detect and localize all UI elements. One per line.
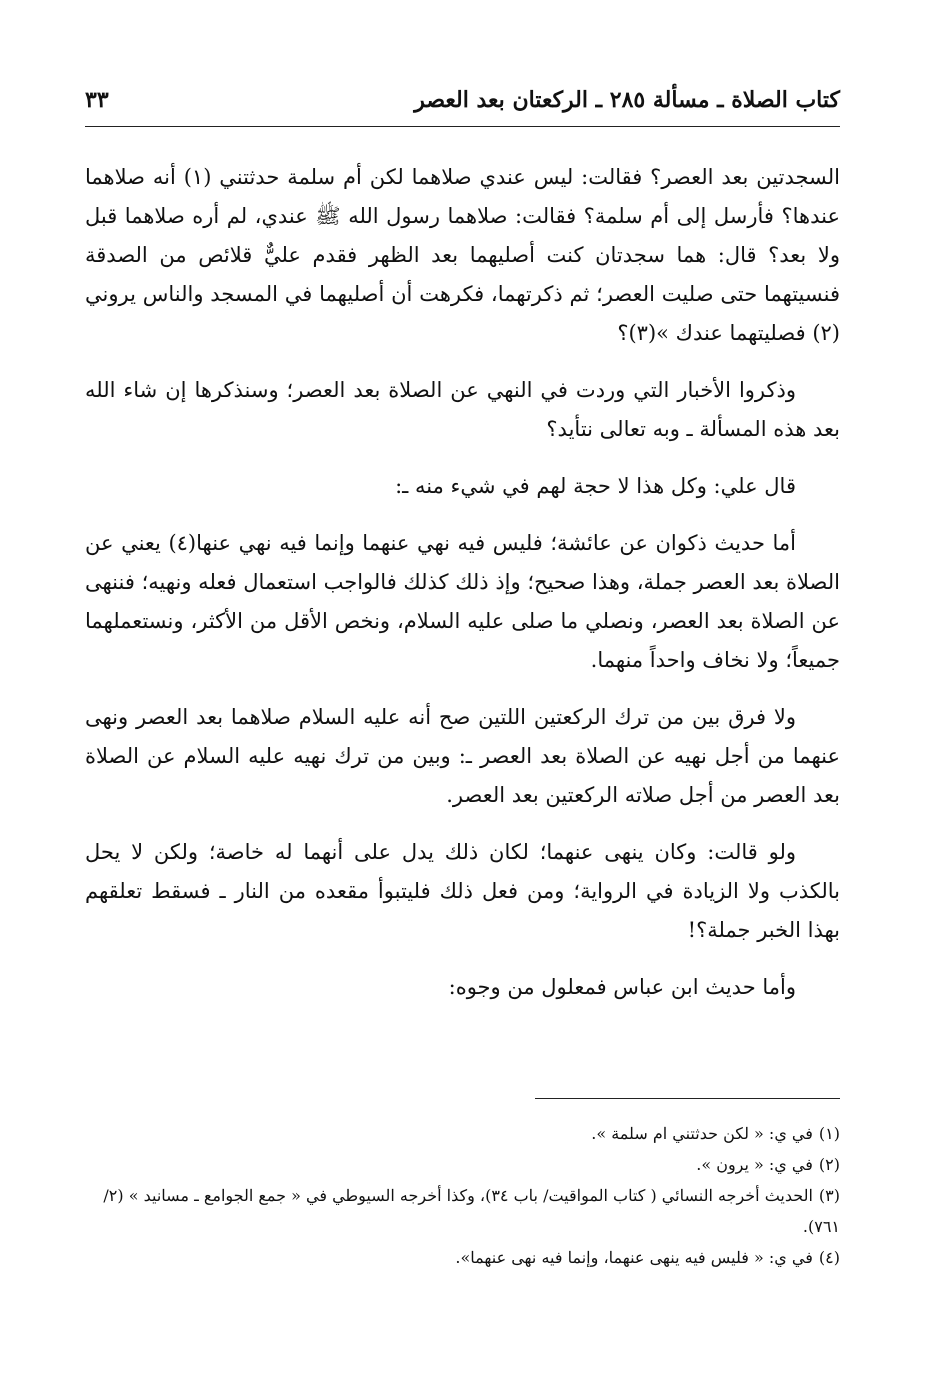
footnote-text: في ي: « فليس فيه ينهى عنهما، وإنما فيه نهى عنهما». (455, 1248, 813, 1267)
footnote-text: في ي: « يرون ». (696, 1155, 813, 1174)
footnote-text: الحديث أخرجه النسائي ( كتاب المواقيت/ باب ٣٤)، وكذا أخرجه السيوطي في « جمع الجوامع ـ مسانيد » (٢/ ٧٦١). (103, 1186, 840, 1236)
footnote (85, 1180, 840, 1242)
footnote-number: (١) (818, 1124, 840, 1143)
footnote (85, 1118, 840, 1149)
paragraph: قال علي: وكل هذا لا حجة لهم في شيء منه ـ: (395, 474, 796, 498)
footnote-number: (٣) (818, 1186, 840, 1205)
paragraph: ولو قالت: وكان ينهى عنهما؛ لكان ذلك يدل على أنهما له خاصة؛ ولكن لا يحل بالكذب ولا الزيادة في الرواية؛ ومن فعل ذلك فليتبوأ مقعده من النار ـ فسقط تعلقهم بهذا الخبر جملة؟! (85, 840, 840, 942)
header-rule (85, 126, 840, 127)
page-number: ٣٣ (85, 87, 109, 113)
paragraph: أما حديث ذكوان عن عائشة؛ فليس فيه نهي عنهما وإنما فيه نهي عنها(٤) يعني عن الصلاة بعد العصر جملة، وهذا صحيح؛ وإذ ذلك كذلك فالواجب استعمال فعله ونهيه؛ فننهى عن الصلاة بعد العصر، ونصلي ما صلى عليه السلام، ونخص الأقل من الأكثر، ونستعملهما جميعاً؛ ولا نخاف واحداً منهما. (85, 531, 840, 672)
main-text (85, 158, 840, 1025)
paragraph: وذكروا الأخبار التي وردت في النهي عن الصلاة بعد العصر؛ وسنذكرها إن شاء الله بعد هذه المسألة ـ وبه تعالى نتأيد؟ (85, 378, 840, 441)
paragraph: وأما حديث ابن عباس فمعلول من وجوه: (448, 975, 796, 999)
footnote-text: في ي: « لكن حدثتني ام سلمة ». (591, 1124, 813, 1143)
footnote-rule (535, 1098, 840, 1099)
footnotes (85, 1118, 840, 1273)
footnote (85, 1149, 840, 1180)
paragraph: السجدتين بعد العصر؟ فقالت: ليس عندي صلاهما لكن أم سلمة حدثتني (١) أنه صلاهما عندها؟ فأرسل إلى أم سلمة؟ فقالت: صلاهما رسول الله ﷺ عندي، لم أره صلاهما قبل ولا بعد؟ قال: هما سجدتان كنت أصليهما بعد الظهر فقدم عليٌّ قلائص من الصدقة فنسيتهما حتى صليت العصر؛ ثم ذكرتهما، فكرهت أن أصليهما في المسجد والناس يروني (٢) فصليتهما عندك »(٣)؟ (85, 165, 840, 345)
footnote-number: (٢) (818, 1155, 840, 1174)
running-header (85, 80, 840, 120)
paragraph: ولا فرق بين من ترك الركعتين اللتين صح أنه عليه السلام صلاهما بعد العصر ونهى عنهما من أجل نهيه عن الصلاة بعد العصر ـ: وبين من ترك نهيه عليه السلام عن الصلاة بعد العصر من أجل صلاته الركعتين بعد العصر. (85, 705, 840, 807)
footnote-number: (٤) (818, 1248, 840, 1267)
footnote (85, 1242, 840, 1273)
header-title: كتاب الصلاة ـ مسألة ٢٨٥ ـ الركعتان بعد العصر (414, 87, 840, 113)
